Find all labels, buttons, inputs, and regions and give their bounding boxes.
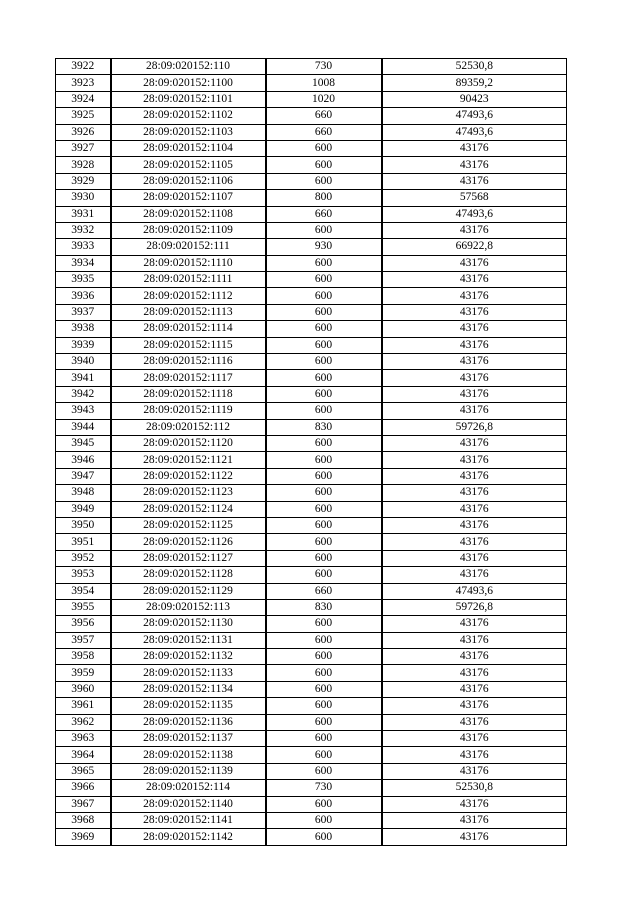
row-number-cell: 3964 [56, 747, 111, 763]
cadastral-number-cell: 28:09:020152:113 [111, 599, 266, 615]
row-number-cell: 3936 [56, 288, 111, 304]
table-row [56, 517, 567, 533]
cadastral-number-cell: 28:09:020152:1122 [111, 468, 266, 484]
table-row [56, 632, 567, 648]
area-cell: 600 [266, 681, 382, 697]
area-cell: 600 [266, 485, 382, 501]
row-number-cell: 3939 [56, 337, 111, 353]
cadastral-number-cell: 28:09:020152:1140 [111, 796, 266, 812]
value-cell: 43176 [382, 698, 567, 714]
row-number-cell: 3947 [56, 468, 111, 484]
table-row [56, 124, 567, 140]
area-cell: 600 [266, 304, 382, 320]
table-row [56, 59, 567, 75]
value-cell: 43176 [382, 812, 567, 828]
area-cell: 730 [266, 59, 382, 75]
area-cell: 800 [266, 190, 382, 206]
row-number-cell: 3957 [56, 632, 111, 648]
area-cell: 600 [266, 435, 382, 451]
area-cell: 660 [266, 206, 382, 222]
cadastral-number-cell: 28:09:020152:1108 [111, 206, 266, 222]
area-cell: 600 [266, 567, 382, 583]
value-cell: 52530,8 [382, 59, 567, 75]
row-number-cell: 3945 [56, 435, 111, 451]
area-cell: 600 [266, 763, 382, 779]
cadastral-number-cell: 28:09:020152:1124 [111, 501, 266, 517]
area-cell: 600 [266, 272, 382, 288]
row-number-cell: 3953 [56, 567, 111, 583]
value-cell: 43176 [382, 255, 567, 271]
table-row [56, 435, 567, 451]
cadastral-number-cell: 28:09:020152:1115 [111, 337, 266, 353]
row-number-cell: 3922 [56, 59, 111, 75]
row-number-cell: 3938 [56, 321, 111, 337]
cadastral-number-cell: 28:09:020152:110 [111, 59, 266, 75]
cadastral-number-cell: 28:09:020152:1126 [111, 534, 266, 550]
row-number-cell: 3935 [56, 272, 111, 288]
row-number-cell: 3962 [56, 714, 111, 730]
cadastral-number-cell: 28:09:020152:1107 [111, 190, 266, 206]
row-number-cell: 3937 [56, 304, 111, 320]
table-row [56, 91, 567, 107]
value-cell: 43176 [382, 370, 567, 386]
cadastral-number-cell: 28:09:020152:1135 [111, 698, 266, 714]
table-row [56, 370, 567, 386]
table-row [56, 468, 567, 484]
area-cell: 1008 [266, 75, 382, 91]
value-cell: 43176 [382, 517, 567, 533]
row-number-cell: 3956 [56, 616, 111, 632]
value-cell: 43176 [382, 403, 567, 419]
row-number-cell: 3933 [56, 239, 111, 255]
row-number-cell: 3963 [56, 731, 111, 747]
table-row [56, 714, 567, 730]
cadastral-number-cell: 28:09:020152:1132 [111, 649, 266, 665]
table-row [56, 681, 567, 697]
table-row [56, 567, 567, 583]
table-row [56, 321, 567, 337]
value-cell: 43176 [382, 665, 567, 681]
area-cell: 930 [266, 239, 382, 255]
value-cell: 43176 [382, 567, 567, 583]
row-number-cell: 3960 [56, 681, 111, 697]
table-row [56, 796, 567, 812]
area-cell: 600 [266, 501, 382, 517]
value-cell: 43176 [382, 354, 567, 370]
table-row [56, 206, 567, 222]
value-cell: 43176 [382, 681, 567, 697]
table-row [56, 288, 567, 304]
row-number-cell: 3927 [56, 140, 111, 156]
value-cell: 43176 [382, 386, 567, 402]
row-number-cell: 3942 [56, 386, 111, 402]
cadastral-number-cell: 28:09:020152:1103 [111, 124, 266, 140]
row-number-cell: 3941 [56, 370, 111, 386]
cadastral-number-cell: 28:09:020152:1127 [111, 550, 266, 566]
cadastral-number-cell: 28:09:020152:1109 [111, 222, 266, 238]
value-cell: 43176 [382, 747, 567, 763]
cadastral-number-cell: 28:09:020152:114 [111, 780, 266, 796]
table-row [56, 272, 567, 288]
value-cell: 47493,6 [382, 206, 567, 222]
value-cell: 43176 [382, 140, 567, 156]
cadastral-number-cell: 28:09:020152:1104 [111, 140, 266, 156]
table-body [56, 59, 567, 846]
cadastral-number-cell: 28:09:020152:1102 [111, 108, 266, 124]
row-number-cell: 3952 [56, 550, 111, 566]
table-row [56, 354, 567, 370]
row-number-cell: 3928 [56, 157, 111, 173]
value-cell: 47493,6 [382, 124, 567, 140]
area-cell: 600 [266, 829, 382, 845]
area-cell: 600 [266, 173, 382, 189]
area-cell: 600 [266, 157, 382, 173]
area-cell: 600 [266, 796, 382, 812]
area-cell: 600 [266, 468, 382, 484]
area-cell: 600 [266, 140, 382, 156]
area-cell: 660 [266, 124, 382, 140]
table-row [56, 731, 567, 747]
value-cell: 43176 [382, 452, 567, 468]
table-row [56, 485, 567, 501]
cadastral-number-cell: 28:09:020152:1120 [111, 435, 266, 451]
row-number-cell: 3954 [56, 583, 111, 599]
area-cell: 600 [266, 288, 382, 304]
cadastral-number-cell: 28:09:020152:1119 [111, 403, 266, 419]
area-cell: 830 [266, 419, 382, 435]
table-row [56, 255, 567, 271]
area-cell: 600 [266, 386, 382, 402]
table-row [56, 304, 567, 320]
row-number-cell: 3930 [56, 190, 111, 206]
cadastral-number-cell: 28:09:020152:111 [111, 239, 266, 255]
value-cell: 43176 [382, 435, 567, 451]
cadastral-number-cell: 28:09:020152:1105 [111, 157, 266, 173]
table-row [56, 157, 567, 173]
table-row [56, 550, 567, 566]
table-row [56, 649, 567, 665]
area-cell: 600 [266, 222, 382, 238]
value-cell: 43176 [382, 337, 567, 353]
value-cell: 66922,8 [382, 239, 567, 255]
row-number-cell: 3951 [56, 534, 111, 550]
cadastral-table [55, 58, 567, 846]
area-cell: 600 [266, 649, 382, 665]
table-row [56, 698, 567, 714]
table-row [56, 501, 567, 517]
area-cell: 600 [266, 714, 382, 730]
value-cell: 43176 [382, 632, 567, 648]
table-row [56, 665, 567, 681]
row-number-cell: 3925 [56, 108, 111, 124]
cadastral-number-cell: 28:09:020152:1128 [111, 567, 266, 583]
cadastral-number-cell: 28:09:020152:1131 [111, 632, 266, 648]
value-cell: 52530,8 [382, 780, 567, 796]
area-cell: 600 [266, 550, 382, 566]
value-cell: 43176 [382, 550, 567, 566]
row-number-cell: 3934 [56, 255, 111, 271]
row-number-cell: 3932 [56, 222, 111, 238]
area-cell: 660 [266, 583, 382, 599]
area-cell: 600 [266, 731, 382, 747]
cadastral-number-cell: 28:09:020152:1129 [111, 583, 266, 599]
row-number-cell: 3965 [56, 763, 111, 779]
area-cell: 600 [266, 354, 382, 370]
cadastral-number-cell: 28:09:020152:1137 [111, 731, 266, 747]
row-number-cell: 3969 [56, 829, 111, 845]
area-cell: 730 [266, 780, 382, 796]
value-cell: 43176 [382, 796, 567, 812]
area-cell: 600 [266, 452, 382, 468]
cadastral-number-cell: 28:09:020152:1117 [111, 370, 266, 386]
row-number-cell: 3943 [56, 403, 111, 419]
row-number-cell: 3926 [56, 124, 111, 140]
area-cell: 600 [266, 632, 382, 648]
cadastral-number-cell: 28:09:020152:1112 [111, 288, 266, 304]
table-row [56, 75, 567, 91]
area-cell: 830 [266, 599, 382, 615]
row-number-cell: 3946 [56, 452, 111, 468]
value-cell: 59726,8 [382, 419, 567, 435]
area-cell: 600 [266, 747, 382, 763]
value-cell: 43176 [382, 714, 567, 730]
cadastral-number-cell: 28:09:020152:1136 [111, 714, 266, 730]
value-cell: 43176 [382, 304, 567, 320]
value-cell: 43176 [382, 222, 567, 238]
value-cell: 47493,6 [382, 108, 567, 124]
table-row [56, 222, 567, 238]
cadastral-number-cell: 28:09:020152:1130 [111, 616, 266, 632]
cadastral-number-cell: 28:09:020152:1133 [111, 665, 266, 681]
row-number-cell: 3955 [56, 599, 111, 615]
table-row [56, 140, 567, 156]
row-number-cell: 3923 [56, 75, 111, 91]
table-row [56, 534, 567, 550]
cadastral-number-cell: 28:09:020152:1142 [111, 829, 266, 845]
area-cell: 600 [266, 534, 382, 550]
value-cell: 43176 [382, 763, 567, 779]
cadastral-number-cell: 28:09:020152:1141 [111, 812, 266, 828]
cadastral-number-cell: 28:09:020152:1121 [111, 452, 266, 468]
row-number-cell: 3959 [56, 665, 111, 681]
value-cell: 43176 [382, 649, 567, 665]
row-number-cell: 3968 [56, 812, 111, 828]
value-cell: 43176 [382, 321, 567, 337]
area-cell: 600 [266, 337, 382, 353]
value-cell: 57568 [382, 190, 567, 206]
area-cell: 600 [266, 616, 382, 632]
table-row [56, 747, 567, 763]
value-cell: 43176 [382, 731, 567, 747]
area-cell: 600 [266, 812, 382, 828]
cadastral-number-cell: 28:09:020152:1123 [111, 485, 266, 501]
value-cell: 43176 [382, 468, 567, 484]
area-cell: 600 [266, 370, 382, 386]
row-number-cell: 3940 [56, 354, 111, 370]
table-row [56, 616, 567, 632]
value-cell: 89359,2 [382, 75, 567, 91]
cadastral-number-cell: 28:09:020152:112 [111, 419, 266, 435]
area-cell: 660 [266, 108, 382, 124]
area-cell: 600 [266, 321, 382, 337]
area-cell: 600 [266, 517, 382, 533]
value-cell: 43176 [382, 616, 567, 632]
value-cell: 43176 [382, 272, 567, 288]
table-row [56, 763, 567, 779]
area-cell: 600 [266, 255, 382, 271]
cadastral-number-cell: 28:09:020152:1118 [111, 386, 266, 402]
cadastral-number-cell: 28:09:020152:1110 [111, 255, 266, 271]
cadastral-number-cell: 28:09:020152:1100 [111, 75, 266, 91]
table-row [56, 829, 567, 845]
table-row [56, 583, 567, 599]
row-number-cell: 3961 [56, 698, 111, 714]
cadastral-number-cell: 28:09:020152:1111 [111, 272, 266, 288]
row-number-cell: 3958 [56, 649, 111, 665]
cadastral-number-cell: 28:09:020152:1114 [111, 321, 266, 337]
table-row [56, 599, 567, 615]
area-cell: 600 [266, 698, 382, 714]
document-page [55, 58, 566, 846]
value-cell: 43176 [382, 534, 567, 550]
table-row [56, 173, 567, 189]
table-row [56, 239, 567, 255]
table-row [56, 337, 567, 353]
cadastral-number-cell: 28:09:020152:1134 [111, 681, 266, 697]
table-row [56, 108, 567, 124]
value-cell: 43176 [382, 173, 567, 189]
row-number-cell: 3931 [56, 206, 111, 222]
value-cell: 59726,8 [382, 599, 567, 615]
table-row [56, 403, 567, 419]
table-row [56, 386, 567, 402]
row-number-cell: 3929 [56, 173, 111, 189]
area-cell: 600 [266, 665, 382, 681]
row-number-cell: 3950 [56, 517, 111, 533]
cadastral-number-cell: 28:09:020152:1139 [111, 763, 266, 779]
cadastral-number-cell: 28:09:020152:1116 [111, 354, 266, 370]
row-number-cell: 3949 [56, 501, 111, 517]
area-cell: 600 [266, 403, 382, 419]
row-number-cell: 3967 [56, 796, 111, 812]
value-cell: 43176 [382, 829, 567, 845]
value-cell: 43176 [382, 485, 567, 501]
value-cell: 47493,6 [382, 583, 567, 599]
row-number-cell: 3924 [56, 91, 111, 107]
value-cell: 90423 [382, 91, 567, 107]
area-cell: 1020 [266, 91, 382, 107]
cadastral-number-cell: 28:09:020152:1106 [111, 173, 266, 189]
cadastral-number-cell: 28:09:020152:1125 [111, 517, 266, 533]
row-number-cell: 3966 [56, 780, 111, 796]
table-row [56, 452, 567, 468]
cadastral-number-cell: 28:09:020152:1101 [111, 91, 266, 107]
value-cell: 43176 [382, 157, 567, 173]
table-row [56, 190, 567, 206]
row-number-cell: 3948 [56, 485, 111, 501]
cadastral-number-cell: 28:09:020152:1138 [111, 747, 266, 763]
table-row [56, 419, 567, 435]
row-number-cell: 3944 [56, 419, 111, 435]
value-cell: 43176 [382, 288, 567, 304]
table-row [56, 780, 567, 796]
cadastral-number-cell: 28:09:020152:1113 [111, 304, 266, 320]
value-cell: 43176 [382, 501, 567, 517]
table-row [56, 812, 567, 828]
